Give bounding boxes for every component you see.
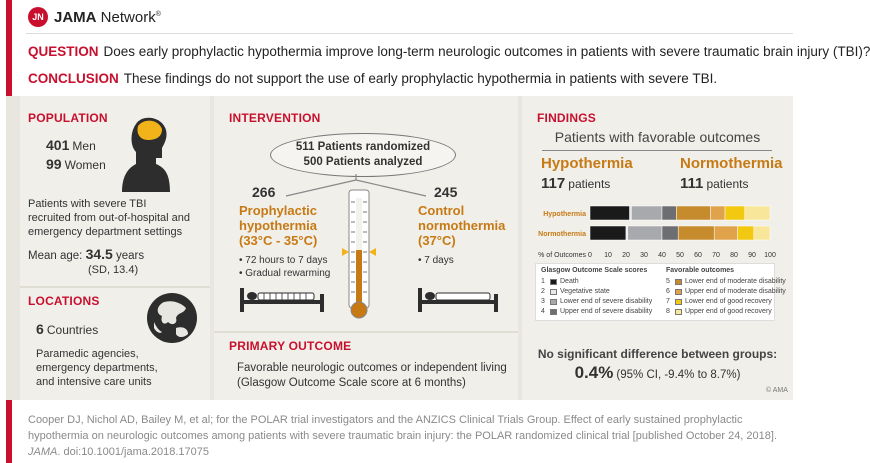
arm1-name: Prophylactic hypothermia (33°C - 35°C) — [239, 203, 318, 248]
legend-swatch — [550, 289, 557, 295]
legend-swatch — [675, 289, 682, 295]
legend-title-gos: Glasgow Outcome Scale scores — [541, 267, 648, 274]
legend-label: Lower end of severe disability — [560, 298, 653, 305]
outcomes-stacked-bar-chart — [526, 200, 788, 262]
bar-segment — [678, 226, 714, 240]
normothermia-bed-icon — [416, 284, 502, 312]
category-label: Normothermia — [538, 231, 586, 238]
difference-stat: 0.4% (95% CI, -9.4% to 8.7%) — [574, 363, 741, 382]
legend-swatch — [675, 309, 682, 315]
legend-swatch — [550, 279, 557, 285]
thermometer-icon — [342, 188, 376, 320]
legend-item — [541, 308, 652, 315]
arm2-bullets: • 7 days — [418, 255, 454, 266]
brand-name: JAMA Network® — [54, 8, 161, 26]
legend-label: Vegetative state — [560, 288, 610, 295]
legend-item — [666, 308, 772, 315]
countries-stat: 6 Countries — [36, 321, 99, 337]
legend-number: 3 — [541, 298, 545, 305]
findings-title: FINDINGS — [537, 111, 596, 125]
primary-outcome-title: PRIMARY OUTCOME — [229, 339, 352, 353]
tick-label: 90 — [748, 252, 756, 259]
legend-item — [541, 298, 652, 305]
arm1-count: 266 — [252, 184, 276, 200]
bar-segment — [590, 206, 630, 220]
tick-label: 10 — [604, 252, 612, 259]
hypothermia-count: 117 patients — [541, 175, 611, 192]
locations-title: LOCATIONS — [28, 294, 100, 308]
no-difference-text: No significant difference between groups: — [537, 347, 778, 361]
divider — [214, 331, 518, 333]
primary-outcome-text: Favorable neurologic outcomes or independent living (Glasgow Outcome Scale score at 6 months) — [237, 362, 507, 389]
legend-item — [541, 278, 579, 285]
legend-number: 8 — [666, 308, 670, 315]
women-stat: 99 Women — [46, 156, 106, 172]
divider — [20, 286, 210, 288]
tick-label: 60 — [694, 252, 702, 259]
conclusion-text: These findings do not support the use of early prophylactic hypothermia in patients with severe TBI. — [123, 71, 718, 86]
arm1-bullets: • 72 hours to 7 days • Gradual rewarming — [239, 255, 331, 279]
legend-swatch — [675, 299, 682, 305]
age-sd: (SD, 13.4) — [88, 264, 139, 276]
hypothermia-label: Hypothermia — [541, 155, 633, 172]
question-line — [28, 44, 870, 59]
conclusion-line — [28, 71, 717, 86]
tick-label: 80 — [730, 252, 738, 259]
legend-label: Upper end of moderate disability — [685, 288, 786, 295]
legend-label: Upper end of good recovery — [685, 308, 772, 315]
tick-label: 50 — [676, 252, 684, 259]
tick-label: 40 — [658, 252, 666, 259]
bar-segment — [590, 226, 626, 240]
findings-subtitle: Patients with favorable outcomes — [554, 129, 761, 145]
arm2-count: 245 — [434, 184, 458, 200]
legend-number: 1 — [541, 278, 545, 285]
globe-icon — [146, 292, 198, 344]
legend-label: Lower end of good recovery — [685, 298, 772, 305]
legend-label: Upper end of severe disability — [560, 308, 653, 315]
bar-segment — [738, 226, 754, 240]
citation: Cooper DJ, Nichol AD, Bailey M, et al; for the POLAR trial investigators and the ANZICS Clinical Trials Group. Effect of early sustained prophylactic hypothermia on neurologic outcomes among patients with severe traumatic brain injury: the POLAR randomized clinical trial [published October 24, 2018]. JAMA. doi:10.1001/jama.2018.17075 — [28, 414, 778, 458]
bar-segment — [676, 206, 710, 220]
legend-label: Death — [560, 278, 579, 285]
tick-label: 100 — [764, 252, 776, 259]
tick-label: 0 — [588, 252, 592, 259]
bar-segment — [662, 226, 678, 240]
jn-logo-icon: JN — [28, 7, 48, 27]
conclusion-label: CONCLUSION — [28, 71, 119, 86]
legend-swatch — [550, 309, 557, 315]
legend-number: 4 — [541, 308, 545, 315]
normothermia-count: 111 patients — [680, 175, 749, 192]
men-stat: 401 Men — [46, 137, 96, 153]
mean-age: Mean age: 34.5 years — [28, 246, 145, 262]
legend-number: 2 — [541, 288, 545, 295]
hypothermia-bed-icon — [238, 284, 328, 312]
category-label: Hypothermia — [543, 211, 586, 218]
legend-label: Lower end of moderate disability — [685, 278, 786, 285]
bar-segment — [631, 206, 662, 220]
population-description: Patients with severe TBI recruited from out-of-hospital and emergency department settings — [28, 198, 191, 238]
bar-segment — [725, 206, 745, 220]
legend-number: 7 — [666, 298, 670, 305]
location-settings: Paramedic agencies, emergency departments, and intensive care units — [36, 348, 158, 388]
tick-label: 20 — [622, 252, 630, 259]
bar-segment — [714, 226, 737, 240]
chart-legend — [535, 263, 786, 321]
patients-randomized: 511 Patients randomized — [295, 141, 431, 153]
footer — [6, 400, 793, 463]
bar-segment — [711, 206, 725, 220]
legend-title-favorable: Favorable outcomes — [666, 267, 735, 274]
infographic — [6, 0, 870, 463]
tick-label: 30 — [640, 252, 648, 259]
legend-number: 6 — [666, 288, 670, 295]
legend-item — [666, 288, 786, 295]
header — [6, 0, 870, 96]
brand-logo[interactable] — [28, 7, 161, 27]
x-axis-label: % of Outcomes — [538, 252, 586, 259]
bar-segment — [662, 206, 676, 220]
bar-segment — [754, 226, 770, 240]
normothermia-label: Normothermia — [680, 155, 783, 172]
patients-analyzed: 500 Patients analyzed — [303, 156, 423, 168]
legend-item — [666, 298, 772, 305]
bar-segment — [630, 206, 632, 220]
tick-label: 70 — [712, 252, 720, 259]
question-label: QUESTION — [28, 44, 99, 59]
legend-swatch — [675, 279, 682, 285]
population-title: POPULATION — [28, 111, 108, 125]
divider — [542, 150, 772, 151]
copyright: © AMA — [766, 387, 788, 394]
divider — [26, 33, 793, 34]
bar-segment — [628, 226, 662, 240]
bar-segment — [745, 206, 770, 220]
legend-number: 5 — [666, 278, 670, 285]
legend-item — [666, 278, 786, 285]
question-text: Does early prophylactic hypothermia improve long-term neurologic outcomes in patients with severe traumatic brain injury (TBI)? — [103, 44, 870, 59]
patient-head-icon — [122, 114, 170, 192]
legend-item — [541, 288, 610, 295]
arm2-name: Control normothermia (37°C) — [418, 203, 506, 248]
legend-swatch — [550, 299, 557, 305]
intervention-title: INTERVENTION — [229, 111, 321, 125]
bar-segment — [626, 226, 628, 240]
